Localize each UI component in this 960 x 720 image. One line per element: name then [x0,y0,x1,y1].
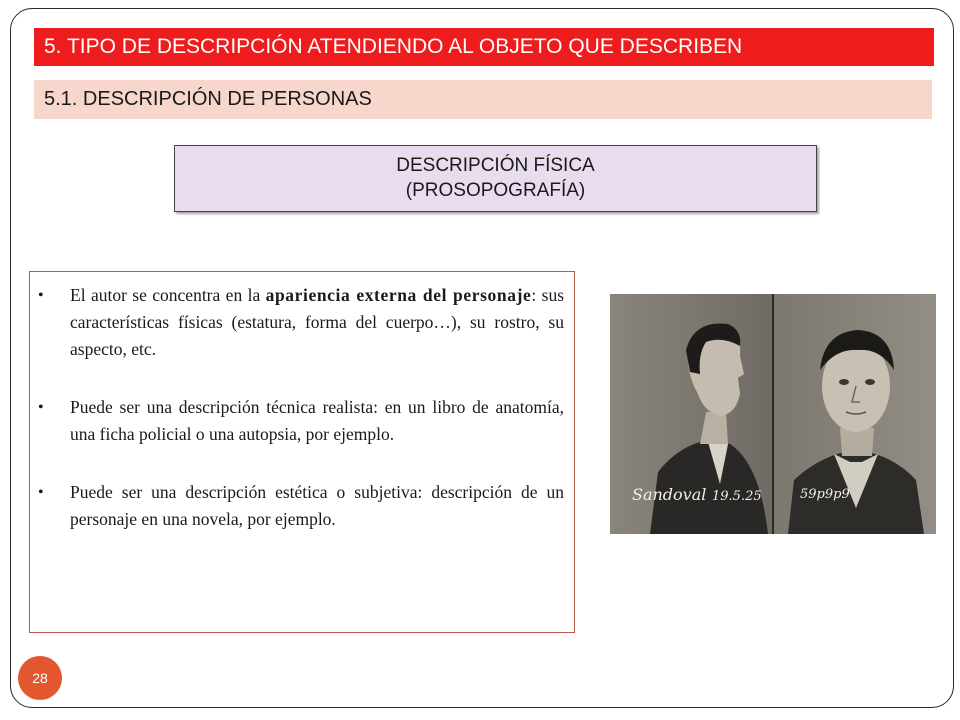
bullet-1-text-before: El autor se concentra en la [70,285,266,305]
bullet-3-text: Puede ser una descripción estética o subjetiva: descripción de un personaje en una novela, por ejemplo. [70,482,564,529]
photo-number-label: 59p9p9 [800,487,850,502]
concept-box-line1: DESCRIPCIÓN FÍSICA [396,155,595,176]
bullet-marker: • [38,484,44,501]
bullet-1-bold-text: apariencia externa del personaje [265,285,532,305]
slide-title: 5. TIPO DE DESCRIPCIÓN ATENDIENDO AL OBJETO QUE DESCRIBEN [34,28,934,66]
page-number-badge: 28 [18,656,62,700]
photo-name-label: Sandoval [632,485,707,504]
mugshot-illustration [610,294,936,534]
section-subtitle: 5.1. DESCRIPCIÓN DE PERSONAS [34,80,932,119]
bullet-item-1 [38,282,565,363]
bullet-marker: • [38,287,44,304]
content-box [29,271,575,633]
bullet-2-text: Puede ser una descripción técnica realista: en un libro de anatomía, una ficha policial o una autopsia, por ejemplo. [70,397,564,444]
mugshot-photo [610,294,936,534]
bullet-item-3 [38,479,564,533]
bullet-marker: • [38,399,44,416]
bullet-item-2 [38,394,564,448]
concept-box-line2: (PROSOPOGRAFÍA) [405,180,586,201]
bullet-1-text-after: : sus características físicas (estatura, forma del cuerpo…), su rostro, su aspecto, etc. [70,285,565,359]
concept-box [174,145,817,212]
photo-date-label: 19.5.25 [712,489,762,504]
